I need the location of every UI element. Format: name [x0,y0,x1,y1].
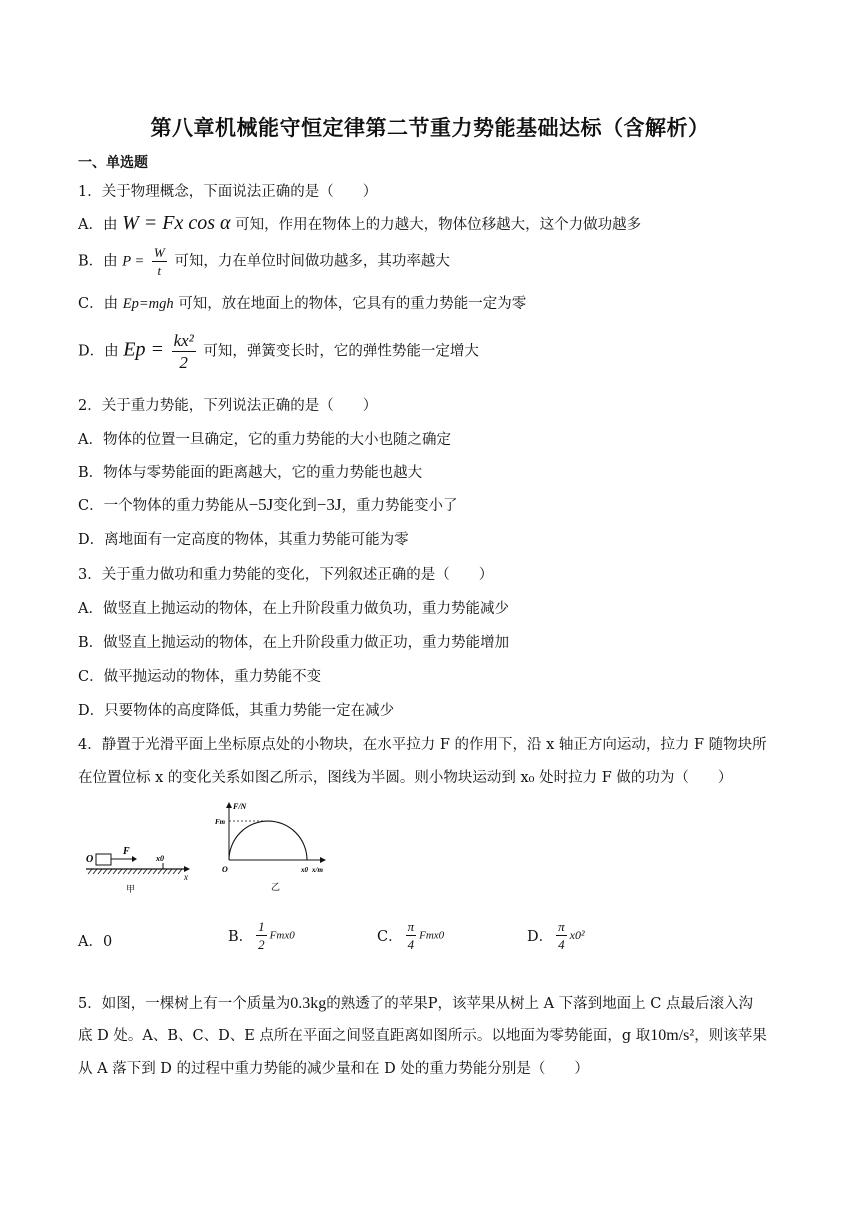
yi-caption: 乙 [271,882,281,892]
q3-option-a: A．做竖直上抛运动的物体，在上升阶段重力做负功，重力势能减少 [78,601,509,617]
yi-fm-label: Fm [215,818,226,826]
q1-option-d: D．由 Ep = $\frac{\text{kx²}}{2}$ 可知，弹簧变长时，它的弹性势能一定增大 [78,331,479,372]
figure-yi [212,800,338,898]
force-label: F [123,846,130,857]
jia-origin-label: O [86,854,94,865]
jia-x0-label: x0 [156,854,164,863]
ground-hatch [88,869,182,874]
q2-option-b: B．物体与零势能面的距离越大，它的重力势能也越大 [78,465,423,481]
yi-x-label: x/m [312,866,323,874]
formula-work: W = Fx cos α [122,212,231,234]
q1-stem: 1．关于物理概念，下面说法正确的是（ ） [78,184,378,200]
q5-line1: 5．如图，一棵树上有一个质量为0.3kg的熟透了的苹果P，该苹果从树上 A 下落到地面上 C 点最后滚入沟 [78,995,753,1012]
q4-option-b: B． $\frac{1}{2}$ Fmx0 [228,919,295,952]
jia-axis-label: x [184,872,188,882]
yi-origin-label: O [222,865,228,874]
q5-line2: 底 D 处。A、B、C、D、E 点所在平面之间竖直距离如图所示。以地面为零势能面，g 取10m/s²，则该苹果 [78,1027,767,1044]
q1-option-c: C．由 Ep=mgh 可知，放在地面上的物体，它具有的重力势能一定为零 [78,296,527,312]
q2-option-c: C．一个物体的重力势能从−5J变化到−3J，重力势能变小了 [78,495,458,514]
figure-jia [84,838,196,894]
q4-stem-line2: 在位置位标 x 的变化关系如图乙所示，图线为半圆。则小物块运动到 x₀ 处时拉力 F 做的功为（ ） [78,770,733,786]
q5-line3: 从 A 落下到 D 的过程中重力势能的减少量和在 D 处的重力势能分别是（ ） [78,1061,589,1077]
q2-stem: 2．关于重力势能，下列说法正确的是（ ） [78,398,378,414]
yi-x0-label: x0 [301,866,308,874]
q4-stem-line1: 4．静置于光滑平面上坐标原点处的小物块，在水平拉力 F 的作用下，沿 x 轴正方向运动，拉力 F 随物块所 [78,737,767,753]
q3-option-d: D．只要物体的高度降低，其重力势能一定在减少 [78,703,395,719]
page-title: 第八章机械能守恒定律第二节重力势能基础达标（含解析） [150,115,710,140]
q1-option-a: A．由 W = Fx cos α 可知，作用在物体上的力越大，物体位移越大，这个力做功越多 [78,212,642,234]
q2-option-a: A．物体的位置一旦确定，它的重力势能的大小也随之确定 [78,432,451,448]
section-heading: 一、单选题 [78,155,148,171]
yi-y-label: F/N [233,802,247,811]
block-shape [96,854,111,865]
semicircle-curve [229,821,307,860]
q4-option-a: A．0 [78,934,113,950]
q3-option-b: B．做竖直上抛运动的物体，在上升阶段重力做正功，重力势能增加 [78,635,510,651]
q1-option-b: B．由 P = $\frac{W}{t}$ 可知，力在单位时间做功越多，其功率越大 [78,245,450,278]
q4-option-c: C． $\frac{\pi}{4}$ Fmx0 [377,919,445,952]
jia-caption: 甲 [126,884,136,894]
q3-option-c: C．做平抛运动的物体，重力势能不变 [78,669,322,685]
q4-option-d: D． $\frac{\pi}{4}$ x0² [527,919,585,952]
q2-option-d: D．离地面有一定高度的物体，其重力势能可能为零 [78,532,409,548]
q3-stem: 3．关于重力做功和重力势能的变化，下列叙述正确的是（ ） [78,567,494,583]
